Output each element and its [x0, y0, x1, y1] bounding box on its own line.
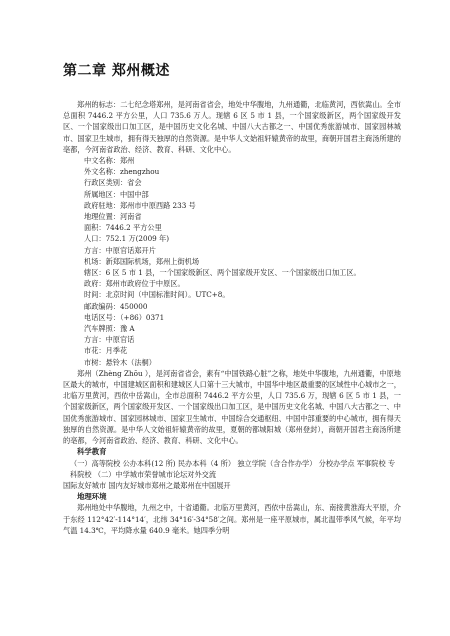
fact-key: 所属地区： [84, 189, 120, 199]
fact-value: 河南省 [119, 212, 142, 222]
fact-key: 机场： [84, 256, 106, 266]
fact-key: 面积： [84, 223, 106, 233]
fact-item [63, 256, 401, 267]
fact-value: 郑州市中原西路 233 号 [119, 200, 196, 210]
fact-key: 人口： [84, 234, 106, 244]
fact-item [63, 323, 401, 334]
document-body [63, 99, 401, 536]
fact-key: 电话区号： [84, 312, 120, 322]
fact-item [63, 177, 401, 188]
fact-value: 郑州市政府位于中原区。 [105, 279, 185, 289]
fact-key: 地理位置： [84, 212, 120, 222]
fact-value: 6 区 5 市 1 县，一个国家级新区、两个国家级开发区、一个国家级出口加工区。 [105, 268, 361, 278]
fact-item [63, 267, 401, 278]
fact-item [63, 155, 401, 166]
fact-value: 752.1 万(2009 年) [105, 234, 169, 244]
fact-value: 郑州 [119, 156, 135, 166]
fact-item [63, 278, 401, 289]
fact-key: 邮政编码： [84, 301, 120, 311]
fact-value: zhengzhou [119, 167, 160, 177]
education-line: 国际友好城市 国内友好城市郑州之最郑州在中国展开 [63, 480, 231, 490]
fact-key: 政府： [84, 279, 106, 289]
fact-item [63, 211, 401, 222]
fact-item [63, 200, 401, 211]
fact-item [63, 245, 401, 256]
fact-key: 方言： [84, 245, 106, 255]
section-heading-geography: 地理环境 [77, 492, 107, 502]
education-line: （一）高等院校 公办本科(12 所) 民办本科（4 所） 独立学院（含合作办学） 分校办学点 军事院校 专科院校 （二）中学城市荣誉城市论坛对外交流 [70, 458, 396, 479]
fact-value: 7446.2 平方公里 [105, 223, 162, 233]
fact-item [63, 233, 401, 244]
fact-item [63, 301, 401, 312]
fact-value: 中原官话 [105, 335, 135, 345]
fact-item [63, 357, 401, 368]
facts-list [63, 155, 401, 368]
fact-item [63, 222, 401, 233]
geography-paragraph: 郑州地处中华腹地，九州之中，十省通衢。北临万里黄河，西依中岳嵩山，东、南接黄淮海大平原，介于东经 112°42′-114°14′，北纬 34°16′-34°58′之间。郑州是一座平原城市，属北温带季风气候，年平均气温 14.3℃，平均降水量 640.9 毫米。她四季分明 [63, 503, 401, 535]
fact-value: 北京时间（中国标准时间）。UTC+8。 [105, 290, 230, 300]
fact-key: 汽车牌照： [84, 324, 120, 334]
fact-item [63, 166, 401, 177]
fact-value: 悬铃木（法桐） [105, 357, 156, 367]
fact-key: 方言： [84, 335, 106, 345]
fact-item [63, 345, 401, 356]
fact-key: 政府驻地： [84, 200, 120, 210]
fact-value: 豫 A [119, 324, 135, 334]
fact-value: 450000 [119, 301, 148, 311]
section-heading-education: 科学教育 [77, 447, 107, 457]
fact-value: 中原官话郑开片 [105, 245, 156, 255]
fact-key: 外文名称： [84, 167, 120, 177]
fact-key: 时间： [84, 290, 106, 300]
fact-value: 省会 [127, 178, 142, 188]
fact-key: 辖区： [84, 268, 106, 278]
fact-item [63, 289, 401, 300]
second-paragraph: 郑州（Zhèng Zhōu ），是河南省省会，素有“中国铁路心脏”之称，地处中华腹地，九州通衢，中原地区最大的城市，中国建城区面积和建城区人口第十三大城市，中国华中地区最重要的区域性中心城市之一，北临万里黄河，西依中岳嵩山，全市总面积 7446.2 平方公里，人口 735.6 万，现辖 6 区 5 市 1 县，一个国家级新区，两个国家级开发区、一个国家级出口加工区，是中国历史文化名城、中国八大古都之一、中国优秀旅游城市、国家园林城市、国家卫生城市、中国综合交通枢纽、中国中部重要的中心城市，拥有得天独厚的自然资源。是中华人文始祖轩辕黄帝的故里，夏朝的都城阳城（郑州登封），商朝开国君主商汤所建的亳都，今河南省政治、经济、教育、科研、文化中心。 [63, 368, 401, 446]
fact-value: （+86）0371 [119, 312, 165, 322]
fact-value: 新郑国际机场，郑州上街机场 [105, 256, 200, 266]
fact-value: 月季花 [105, 346, 128, 356]
fact-key: 市树： [84, 357, 106, 367]
fact-key: 行政区类别： [84, 178, 128, 188]
fact-item [63, 312, 401, 323]
fact-item [63, 334, 401, 345]
fact-key: 中文名称： [84, 156, 120, 166]
fact-value: 中国中部 [119, 189, 149, 199]
intro-paragraph: 郑州的标志：二七纪念塔郑州，是河南省省会，地处中华腹地，九州通衢，北临黄河，西依嵩山。全市总面积 7446.2 平方公里，人口 735.6 万人。现辖 6 区 5 市 1 县，一个国家级新区，两个国家级开发区、一个国家级出口加工区，是中国历史文化名城、中国八大古都之一、中国优秀旅游城市、国家园林城市、国家卫生城市，拥有得天独厚的自然资源。是中华人文始祖轩辕黄帝的故里，商朝开国君主商汤所建的亳都，今河南省政治、经济、教育、科研、文化中心。 [63, 100, 401, 154]
fact-key: 市花： [84, 346, 106, 356]
chapter-title: 第二章 郑州概述 [63, 63, 170, 79]
fact-item [63, 189, 401, 200]
